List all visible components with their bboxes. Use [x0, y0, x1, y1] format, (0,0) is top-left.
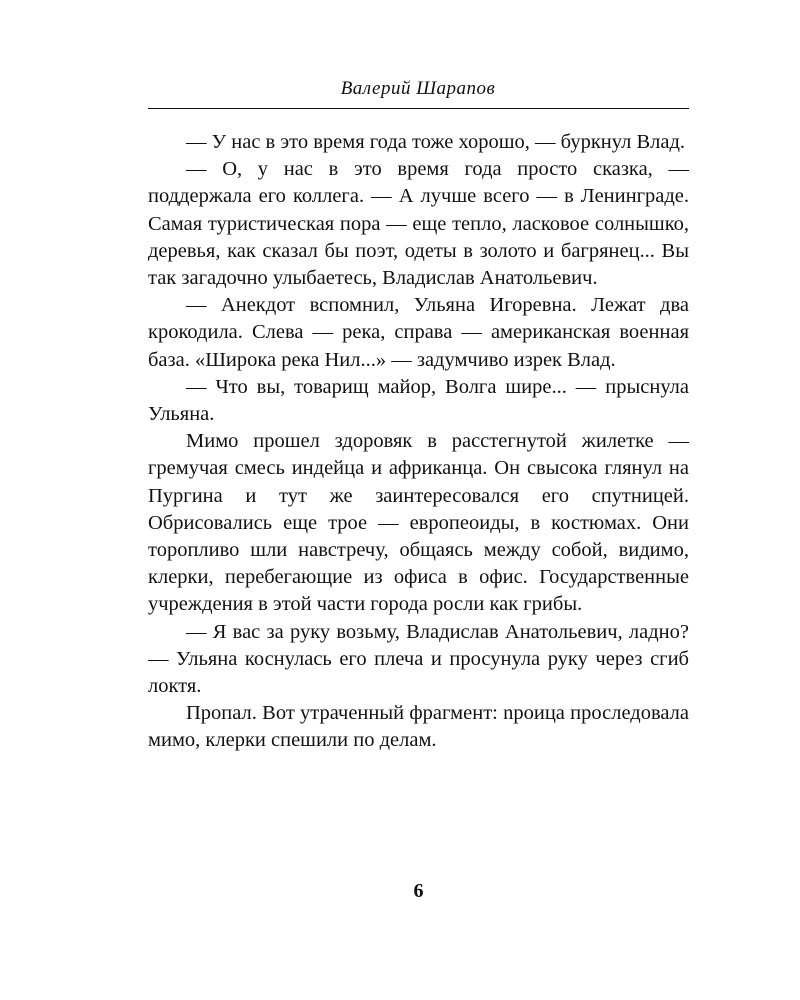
paragraph: — О, у нас в это время года просто сказка, — поддержала его коллега. — А лучше всего — в Ленинграде. Самая туристическая пора — еще тепло, ласковое солнышко, деревья, как сказал бы поэт, одеты в золото и багрянец... Вы так загадочно улыбаетесь, Владислав Анатольевич.: [148, 158, 689, 290]
paragraph: — У нас в это время года тоже хорошо, — буркнул Влад.: [186, 131, 686, 153]
paragraph: — Что вы, товарищ майор, Волга шире... — прыснула Ульяна.: [148, 375, 689, 426]
paragraph: — Я вас за руку возьму, Владислав Анатольевич, ладно? — Ульяна коснулась его плеча и просунула руку через сгиб локтя.: [148, 620, 689, 698]
header-rule: [148, 108, 689, 109]
paragraph: Пропал. Вот утраченный фрагмент: nроица проследовала мимо, клерки спешили по делам.: [148, 702, 689, 752]
running-head: Валерий Шарапов: [340, 78, 496, 99]
paragraph: — Анекдот вспомнил, Ульяна Игоревна. Лежат два крокодила. Слева — река, справа — американская военная база. «Широка река Нил...» — задумчиво изрек Влад.: [148, 294, 689, 371]
paragraph: Мимо прошел здоровяк в расстегнутой жилетке — гремучая смесь индейца и африканца. Он свысока глянул на Пургина и тут же заинтересовался его спутницей. Обрисовались еще трое — европеоиды, в костюмах. Они торопливо шли навстречу, общаясь между собой, видимо, клерки, перебегающие из офиса в офис. Государственные учреждения в этой части города росли как грибы.: [148, 430, 689, 616]
body-text: [148, 129, 689, 755]
page-number: 6: [413, 880, 424, 902]
